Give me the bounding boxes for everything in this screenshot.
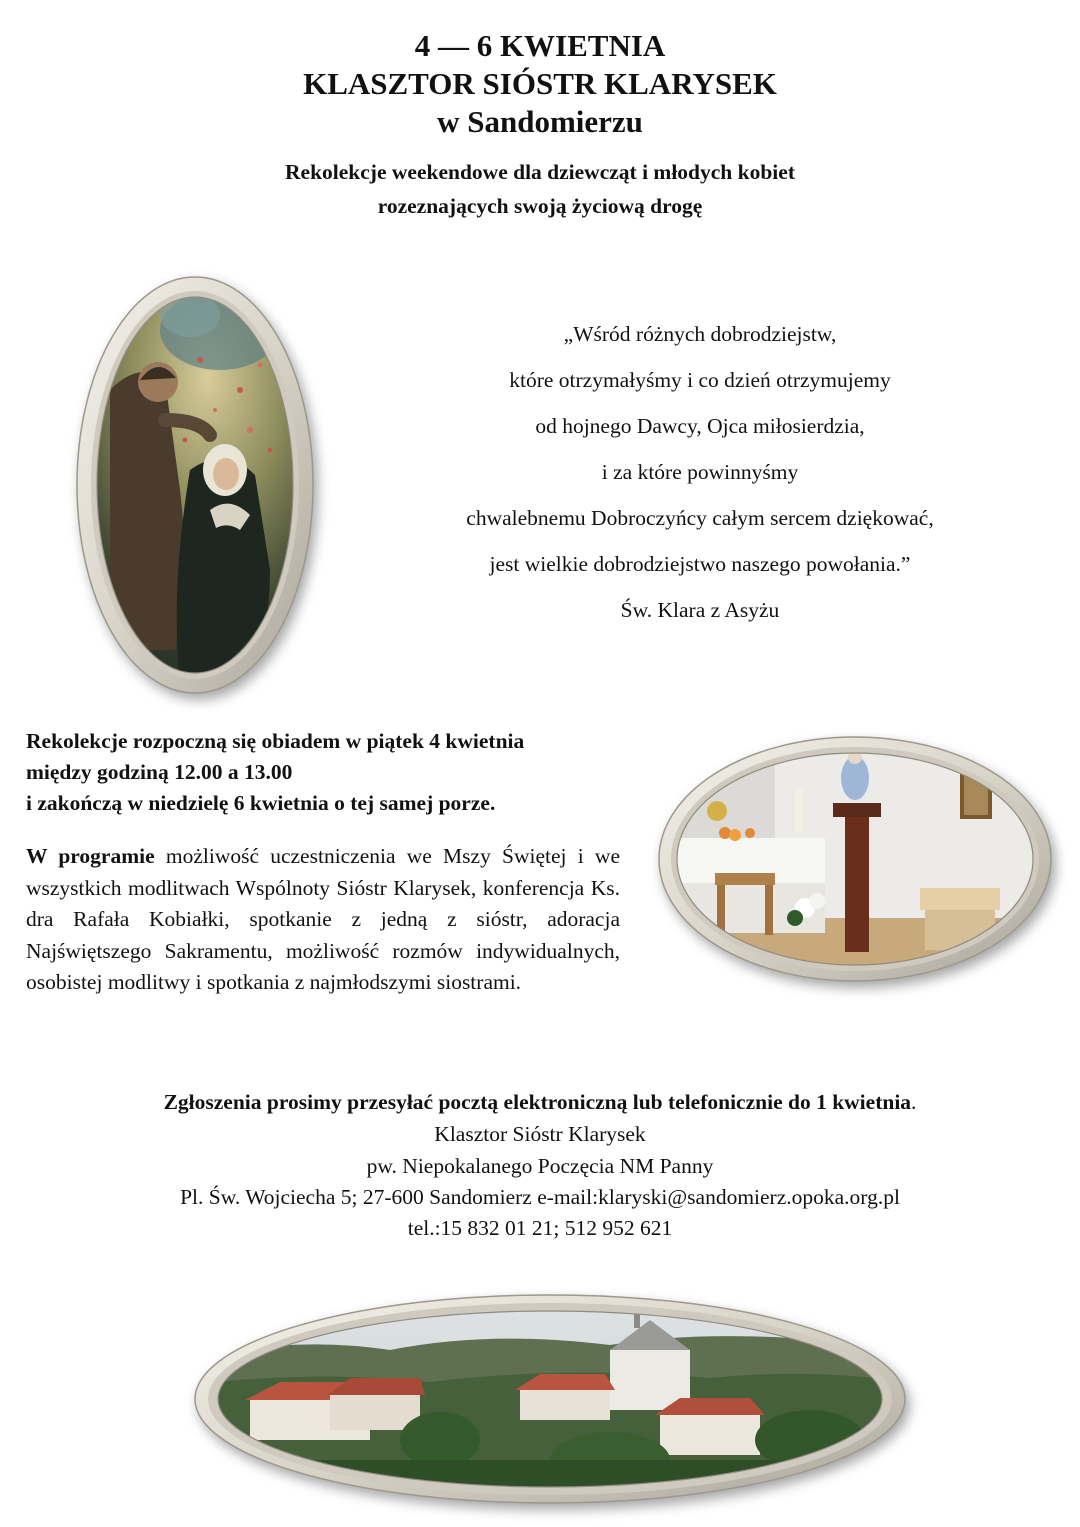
program-paragraph (26, 841, 620, 999)
schedule-line-3: i zakończą w niedzielę 6 kwietnia o tej samej porze. (26, 791, 496, 815)
subtitle-line-1: Rekolekcje weekendowe dla dziewcząt i młodych kobiet (285, 160, 795, 184)
event-place: KLASZTOR SIÓSTR KLARYSEK (303, 66, 777, 101)
panorama-icon (190, 1290, 910, 1508)
contact-address: Pl. Św. Wojciecha 5; 27-600 Sandomierz e-mail:klaryski@sandomierz.opoka.org.pl (180, 1185, 900, 1209)
contact-phone: tel.:15 832 01 21; 512 952 621 (407, 1216, 673, 1240)
quote-line-6: jest wielkie dobrodziejstwo naszego powołania.” (489, 552, 911, 576)
event-city: w Sandomierzu (437, 104, 643, 139)
registration-period: . (911, 1090, 917, 1114)
quote-line-1: „Wśród różnych dobrodziejstw, (563, 322, 837, 346)
schedule-line-1: Rekolekcje rozpoczną się obiadem w piątek 4 kwietnia (26, 729, 525, 753)
painting-icon (70, 270, 320, 700)
program-lead: W programie (26, 844, 155, 868)
event-dates: 4 — 6 KWIETNIA (414, 28, 666, 63)
quote-author: Św. Klara z Asyżu (620, 598, 780, 622)
contact-dedication: pw. Niepokalanego Poczęcia NM Panny (366, 1154, 714, 1178)
schedule-line-2: między godziną 12.00 a 13.00 (26, 760, 293, 784)
registration-text: Zgłoszenia prosimy przesyłać pocztą elektroniczną lub telefonicznie do 1 kwietnia (163, 1090, 912, 1114)
chapel-icon (655, 733, 1055, 985)
program-text: możliwość uczestniczenia we Mszy Świętej i we wszystkich modlitwach Wspólnoty Sióstr Klarysek, konferencja Ks. dra Rafała Kobiałki, spotkanie z jedną z sióstr, adoracja Najświętszego Sakramentu, możliwość rozmów indywidualnych, osobistej modlitwy i spotkania z najmłodszymi siostrami. (26, 844, 620, 994)
subtitle-line-2: rozeznających swoją życiową drogę (377, 194, 703, 218)
quote-line-3: od hojnego Dawcy, Ojca miłosierdzia, (535, 414, 865, 438)
quote-line-4: i za które powinnyśmy (601, 460, 799, 484)
quote-line-5: chwalebnemu Dobroczyńcy całym sercem dziękować, (466, 506, 934, 530)
contact-name: Klasztor Sióstr Klarysek (434, 1122, 646, 1146)
quote-line-2: które otrzymałyśmy i co dzień otrzymujemy (509, 368, 891, 392)
registration-info (0, 1086, 1080, 1118)
